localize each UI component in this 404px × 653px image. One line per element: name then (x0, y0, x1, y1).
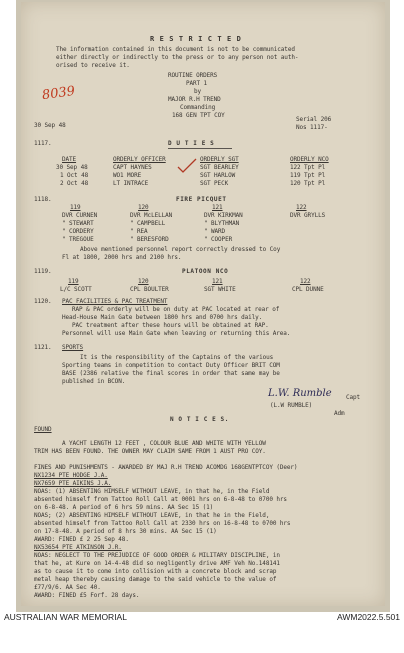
catalogue-number: AWM2022.5.501 (337, 612, 400, 622)
section-title: FIRE PICQUET (176, 196, 227, 203)
column-header: ORDERLY OFFICER (113, 156, 166, 163)
body-line: BASE (2386 relative the final scores in order that same may be (62, 370, 280, 377)
notice-line: either directly or indirectly to the press or to any person not auth- (56, 54, 299, 61)
fines-line: absented himself from Tattoo Roll Call at 0001 hrs on 6-8-48 to 0700 hrs (34, 496, 287, 503)
picquet-name: " TREGOUE (62, 236, 94, 243)
duty-cell: 122 Tpt Pl (290, 164, 326, 171)
fines-line: as to cause it to come into collision with a concrete block and scrap (34, 568, 277, 575)
section-title: PAC FACILITIES & PAC TREATMENT (62, 298, 168, 305)
section-title: D U T I E S (168, 140, 215, 147)
duty-cell: SGT HARLOW (200, 172, 236, 179)
body-line: RAP & PAC orderly will be on duty at PAC located at rear of (72, 306, 280, 313)
notice-line: orised to receive it. (56, 62, 130, 69)
fines-line: metal heap thereby causing damage to the said vehicle to the value of (34, 576, 277, 583)
section-number: 1118. (34, 196, 52, 203)
signatory-rank: Capt (346, 394, 361, 401)
fines-line: on 17-8-48. A period of 8 hrs 30 mins. AA Sec 15 (1) (34, 528, 217, 535)
fines-line: £77/9/6. AA Sec 40. (34, 584, 101, 591)
section-title: PLATOON NCO (182, 268, 229, 275)
duty-cell: CAPT HAYNES (113, 164, 152, 171)
fines-award: AWARD: FINED £5 Forf. 28 days. (34, 592, 140, 599)
tick-mark (176, 158, 198, 174)
fines-line: that he, at Kure on 14-4-48 did so negligently drive AMF Veh No.148141 (34, 560, 280, 567)
orders-title: ROUTINE ORDERS (168, 72, 218, 79)
classification-label: R E S T R I C T E D (150, 35, 242, 43)
picquet-name: " CAMPBELL (130, 220, 166, 227)
section-title: SPORTS (62, 344, 84, 351)
duty-cell: SGT BEARLEY (200, 164, 239, 171)
picquet-name: DVR GRYLLS (290, 212, 326, 219)
column-header: DATE (62, 156, 77, 163)
commanding-officer: MAJOR R.H TREND (168, 96, 221, 103)
duty-cell: 2 Oct 48 (60, 180, 89, 187)
fines-award: AWARD: FINED £ 2 25 Sep 48. (34, 536, 129, 543)
fines-line: absented himself from Tattoo Roll Call at 2330 hrs on 16-8-48 to 0700 hrs (34, 520, 291, 527)
platoon-header: 121 (212, 278, 223, 285)
notice-line: The information contained in this document is not to be communicated (56, 46, 295, 53)
platoon-header: 120 (138, 278, 149, 285)
commanding-label: Commanding (180, 104, 216, 111)
duty-cell: 120 Tpt Pl (290, 180, 326, 187)
section-number: 1121. (34, 344, 52, 351)
column-header: ORDERLY SGT (200, 156, 239, 163)
archive-footer (0, 612, 404, 653)
title-underline (168, 148, 232, 149)
platoon-header: 122 (296, 204, 307, 211)
nco-name: L/C SCOTT (60, 286, 92, 293)
nco-name: SGT WHITE (204, 286, 236, 293)
body-line: Head-House Main Gate between 1800 hrs and 0700 hrs daily. (62, 314, 263, 321)
body-line: Personnel will use Main Gate when leaving or returning this Area. (62, 330, 291, 337)
duty-cell: SGT PECK (200, 180, 229, 187)
pencil-reference: 8039 (41, 83, 76, 104)
body-line: It is the responsibility of the Captains of the various (80, 354, 274, 361)
signatory-name: (L.W RUMBLE) (270, 402, 313, 409)
picquet-name: DVR McLELLAN (130, 212, 173, 219)
duty-cell: 30 Sep 48 (56, 164, 88, 171)
section-number: 1117. (34, 140, 52, 147)
picquet-name: " STEWART (62, 220, 94, 227)
found-line: A YACHT LENGTH 12 FEET , COLOUR BLUE AND WHITE WITH YELLOW (62, 440, 266, 447)
order-numbers: Nos 1117- (296, 124, 328, 131)
notices-title: N O T I C E S. (170, 416, 229, 423)
picquet-name: " BERESFORD (130, 236, 169, 243)
body-line: Sporting teams in competition to contact Duty Officer BRIT COM (62, 362, 280, 369)
picquet-note: Above mentioned personnel report correctly dressed to Coy (80, 246, 281, 253)
picquet-name: DVR KIRKMAN (204, 212, 243, 219)
signatory-role: Adm (334, 410, 345, 417)
platoon-header: 119 (68, 278, 79, 285)
column-header: ORDERLY NCO (290, 156, 329, 163)
fines-soldier: NX7659 PTE AIKINS J.A. (34, 480, 112, 487)
orders-by: by (194, 88, 202, 95)
orders-date: 30 Sep 48 (34, 122, 66, 129)
fines-line: NOAS; (2) ABSENTING HIMSELF WITHOUT LEAVE, in that he in the Field, (34, 512, 270, 519)
platoon-header: 119 (70, 204, 81, 211)
institution-name: AUSTRALIAN WAR MEMORIAL (4, 612, 127, 622)
fines-soldier: NX53654 PTE ATKINSON J.R. (34, 544, 122, 551)
picquet-note: Fl at 1800, 2000 hrs and 2100 hrs. (62, 254, 182, 261)
fines-line: NOAS: (1) ABSENTING HIMSELF WITHOUT LEAVE, in that he, in the Field (34, 488, 270, 495)
picquet-name: " CORDERY (62, 228, 94, 235)
nco-name: CPL DUNNE (292, 286, 324, 293)
found-heading: FOUND (34, 426, 52, 433)
picquet-name: " BLYTHMAN (204, 220, 240, 227)
orders-part: PART 1 (186, 80, 208, 87)
fines-line: NOAS: NEGLECT TO THE PREJUDICE OF GOOD ORDER & MILITARY DISCIPLINE, in (34, 552, 280, 559)
body-line: published in BCON. (62, 378, 126, 385)
section-number: 1120. (34, 298, 52, 305)
body-line: PAC treatment after these hours will be obtained at RAP. (72, 322, 269, 329)
fines-soldier: NX1234 PTE HODGE J.A. (34, 472, 108, 479)
handwritten-signature: L.W. Rumble (268, 388, 332, 399)
nco-name: CPL BOULTER (130, 286, 169, 293)
serial-number: Serial 206 (296, 116, 332, 123)
duty-cell: 119 Tpt Pl (290, 172, 326, 179)
found-line: TRIM HAS BEEN FOUND. THE OWNER MAY CLAIM SAME FROM 1 AUST PRO COY. (34, 448, 266, 455)
picquet-name: " WARD (204, 228, 226, 235)
duty-cell: 1 Oct 48 (60, 172, 89, 179)
picquet-name: " REA (130, 228, 148, 235)
unit-name: 168 GEN TPT COY (172, 112, 225, 119)
picquet-name: DVR CURNEN (62, 212, 98, 219)
fines-line: on 6-8-48. A period of 6 hrs 59 mins. AA Sec 15 (1) (34, 504, 214, 511)
duty-cell: WO1 MORE (113, 172, 142, 179)
platoon-header: 121 (212, 204, 223, 211)
fines-heading: FINES AND PUNISHMENTS - AWARDED BY MAJ R.H TREND ACOMDG 168GENTPTCOY (Deer) (34, 464, 298, 471)
picquet-name: " COOPER (204, 236, 233, 243)
platoon-header: 120 (138, 204, 149, 211)
platoon-header: 122 (300, 278, 311, 285)
duty-cell: LT INTRACE (113, 180, 149, 187)
section-number: 1119. (34, 268, 52, 275)
